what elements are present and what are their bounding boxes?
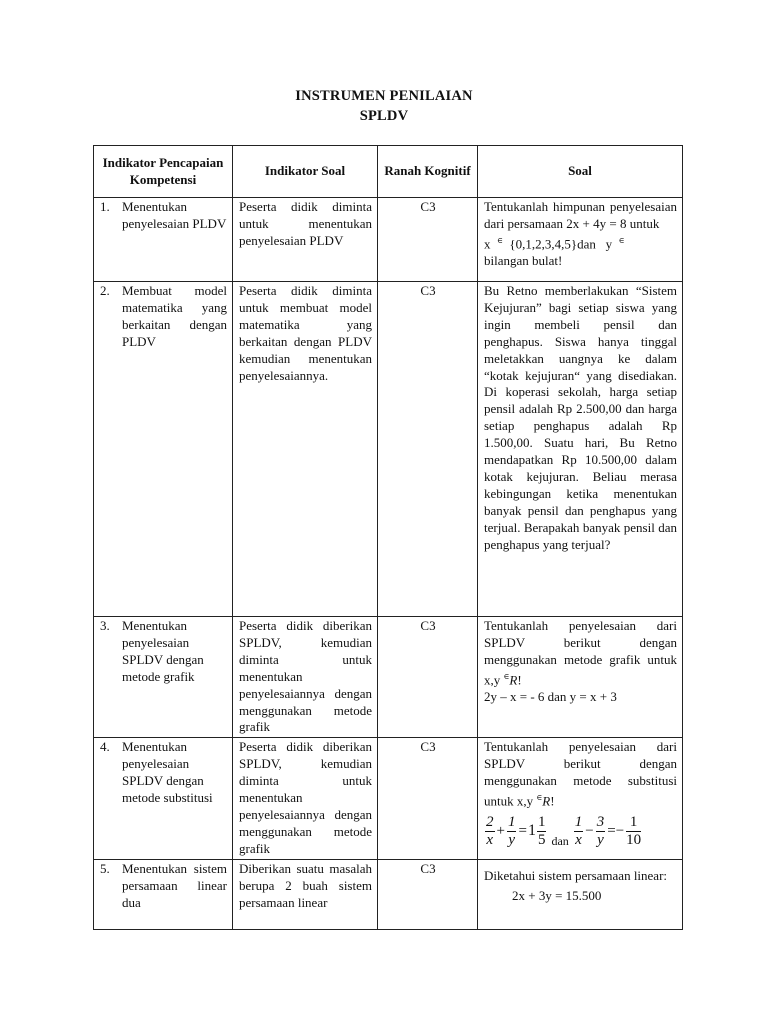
fraction: $\frac{1}{5}$ [537,814,546,849]
page-title: INSTRUMEN PENILAIAN [295,88,473,104]
real-set-symbol: R [509,672,518,688]
cell-indikator-soal: Peserta didik diberikan SPLDV, kemudian diminta untuk menentukan penyelesaiannya dengan menggunakan metode grafik [233,738,378,859]
soal-text: Tentukanlah himpunan penyelesaian dari persamaan 2x + 4y = 8 untuk [484,199,677,231]
plus-sign: + [496,823,505,840]
row-number: 1. [100,199,110,214]
cell-ranah: C3 [378,859,478,929]
cell-indikator-soal: Peserta didik diminta untuk menentukan penyelesaian PLDV [233,198,378,282]
cell-indikator [94,617,233,738]
page-subtitle: SPLDV [359,108,409,124]
row-number: 3. [100,618,110,633]
cell-indikator [94,859,233,929]
cell-indikator [94,282,233,617]
table-row [94,738,683,859]
fraction: $\frac{1}{10}$ [626,814,642,849]
header-soal: Soal [478,146,683,198]
header-indikator-soal: Indikator Soal [233,146,378,198]
assessment-table [93,145,683,930]
cell-soal [478,617,683,738]
element-of-symbol: ∈ [536,793,543,803]
indikator-text: Menentukan penyelesaian SPLDV dengan metode grafik [122,618,204,684]
row-number: 4. [100,739,110,755]
cell-soal [478,738,683,859]
indikator-text: Membuat model matematika yang berkaitan dengan PLDV [122,283,227,349]
real-set-symbol: R [542,793,551,809]
soal-var-x: x [484,236,491,252]
soal-text: Tentukanlah penyelesaian dari SPLDV berikut dengan menggunakan metode substitusi untuk x,y [484,739,677,809]
equation-system [484,814,677,849]
fraction: $\frac{1}{y}$ [507,814,516,849]
fraction: $\frac{3}{y}$ [596,814,605,849]
row-number: 2. [100,283,110,298]
indikator-text: Menentukan penyelesaian PLDV [122,199,227,231]
cell-soal [478,859,683,929]
cell-ranah: C3 [378,738,478,859]
row-number: 5. [100,860,110,876]
cell-ranah: C3 [378,617,478,738]
equals-minus-sign: =− [607,823,625,840]
cell-indikator-soal: Peserta didik diberikan SPLDV, kemudian diminta untuk menentukan penyelesaiannya dengan menggunakan metode grafik [233,617,378,738]
cell-indikator [94,198,233,282]
soal-var-y: y [605,236,613,252]
header-ranah-kognitif: Ranah Kognitif [378,146,478,198]
soal-set: {0,1,2,3,4,5}dan [509,236,596,252]
conjunction-dan: dan [551,833,569,848]
element-of-symbol: ∈ [503,671,510,681]
mixed-integer: 1 [527,822,536,840]
header-indikator-pencapaian: Indikator Pencapaian Kompetensi [94,146,233,198]
element-of-symbol: ∈ [497,235,503,245]
soal-equation: 2x + 3y = 15.500 [512,887,602,903]
minus-sign: − [585,823,594,840]
table-header-row [94,146,683,198]
fraction: $\frac{1}{x}$ [574,814,583,849]
cell-indikator-soal: Peserta didik diminta untuk membuat model matematika yang berkaitan dengan PLDV kemudian menentukan penyelesaiannya. [233,282,378,617]
soal-excl: ! [550,793,555,809]
table-row [94,198,683,282]
cell-ranah: C3 [378,198,478,282]
cell-indikator [94,738,233,859]
indikator-text: Menentukan sistem persamaan linear dua [122,860,227,910]
table-row [94,282,683,617]
cell-indikator-soal: Diberikan suatu masalah berupa 2 buah sistem persamaan linear [233,859,378,929]
soal-equation: 2y – x = - 6 dan y = x + 3 [484,688,617,704]
cell-ranah: C3 [378,282,478,617]
indikator-text: Menentukan penyelesaian SPLDV dengan metode substitusi [122,739,213,806]
table-row [94,617,683,738]
cell-soal: Bu Retno memberlakukan “Sistem Kejujuran” bagi setiap siswa yang ingin membeli pensil dan penghapus. Siswa hanya tinggal meletakkan uangnya ke dalam “kotak kejujuran“ yang disediakan. Di koperasi sekolah, harga setiap pensil adalah Rp 2.500,00 dan harga setiap penghapus adalah Rp 1.500,00. Suatu hari, Bu Retno mendapatkan Rp 10.500,00 dalam kotak kejujuran. Beliau merasa kebingungan ketika menentukan banyak pensil dan penghapus yang terjual. Berapakah banyak pensil dan penghapus yang terjual? [478,282,683,617]
soal-excl: ! [517,672,522,688]
soal-text: Tentukanlah penyelesaian dari SPLDV berikut dengan menggunakan metode grafik untuk x,y [484,618,677,688]
cell-soal [478,198,683,282]
equals-sign: = [518,823,527,840]
soal-tail: bilangan bulat! [484,253,563,269]
soal-text: Diketahui sistem persamaan linear: [484,867,668,883]
fraction: $\frac{2}{x}$ [486,814,494,849]
table-row [94,859,683,929]
element-of-symbol: ∈ [618,235,625,245]
